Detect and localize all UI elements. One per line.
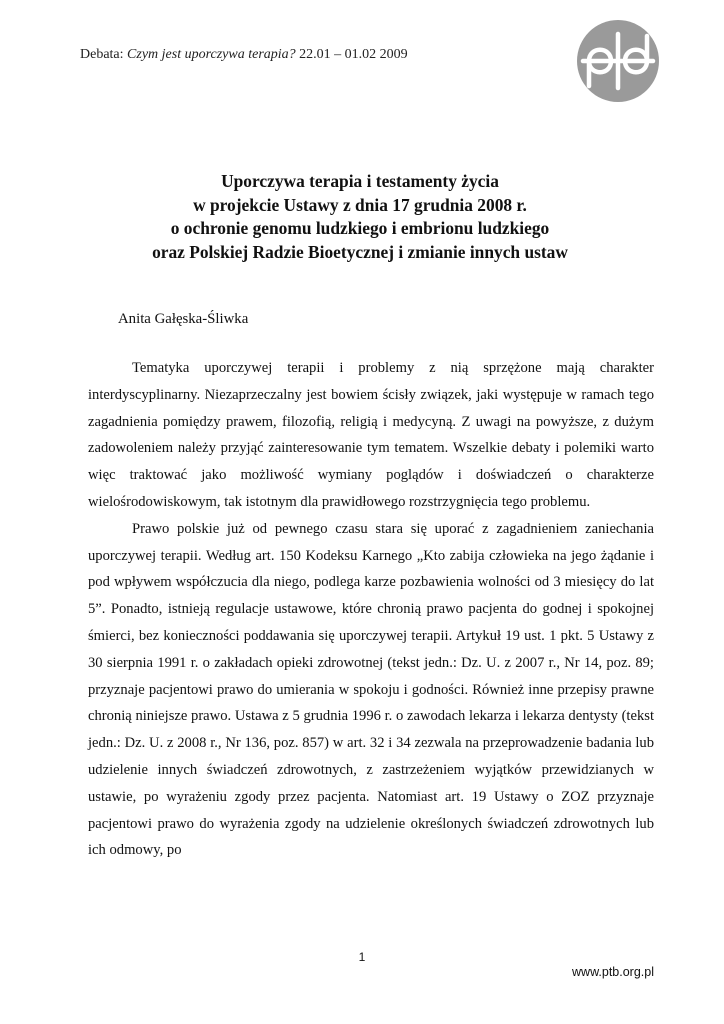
author-name: Anita Gałęska-Śliwka <box>118 311 249 327</box>
title-line: oraz Polskiej Radzie Bioetycznej i zmianie innych ustaw <box>152 241 568 262</box>
body-text <box>88 355 654 864</box>
paragraph: Prawo polskie już od pewnego czasu stara się uporać z zagadnieniem zaniechania uporczywej terapii. Według art. 150 Kodeksu Karnego „Kto zabija człowieka na jego żądanie i pod wpływem współczucia dla niego, podlega karze pozbawienia wolności od 3 miesięcy do lat 5”. Ponadto, istnieją regulacje ustawowe, które chronią prawo pacjenta do godnej i spokojnej śmierci, bez konieczności poddawania się uporczywej terapii. Artykuł 19 ust. 1 pkt. 5 Ustawy z 30 sierpnia 1991 r. o zakładach opieki zdrowotnej (tekst jedn.: Dz. U. z 2007 r., Nr 14, poz. 89; przyznaje pacjentowi prawo do umierania w spokoju i godności. Również inne przepisy prawne chronią niniejsze prawo. Ustawa z 5 grudnia 1996 r. o zawodach lekarza i lekarza dentysty (tekst jedn.: Dz. U. z 2008 r., Nr 136, poz. 857) w art. 32 i 34 zezwala na przeprowadzenie badania lub udzielenie innych świadczeń zdrowotnych, z zastrzeżeniem wyjątków przewidzianych w ustawie, po wyrażeniu zgody przez pacjenta. Natomiast art. 19 Ustawy o ZOZ przyznaje pacjentowi prawo do wyrażenia zgody na udzielenie określonych świadczeń zdrowotnych lub ich odmowy, po <box>88 520 654 859</box>
header-prefix: Debata: <box>80 47 128 62</box>
debate-header <box>80 47 408 63</box>
paragraph: Tematyka uporczywej terapii i problemy z nią sprzężone mają charakter interdyscyplinarny. Niezaprzeczalny jest bowiem ścisły związek, jaki występuje w ramach tego zagadnienia pomiędzy prawem, filozofią, religią i medycyną. Z uwagi na powyższe, z dużym zadowoleniem należy przyjąć zainteresowanie tym tematem. Wszelkie debaty i polemiki warto więc traktować jako możliwość wymiany poglądów i doświadczeń o charakterze wielośrodowiskowym, tak istotnym dla prawidłowego rozstrzygnięcia tego problemu. <box>88 360 654 510</box>
ptb-logo <box>577 20 659 102</box>
ptb-logo-icon <box>577 20 659 102</box>
header-dates: 22.01 – 01.02 2009 <box>295 47 408 62</box>
page-number: 1 <box>358 950 366 964</box>
title-line: w projekcie Ustawy z dnia 17 grudnia 2008 r. <box>193 194 527 215</box>
document-title <box>80 170 640 264</box>
title-line: o ochronie genomu ludzkiego i embrionu ludzkiego <box>170 218 550 238</box>
header-topic: Czym jest uporczywa terapia? <box>127 47 296 62</box>
title-line: Uporczywa terapia i testamenty życia <box>221 171 499 191</box>
footer-url[interactable]: www.ptb.org.pl <box>572 965 654 979</box>
